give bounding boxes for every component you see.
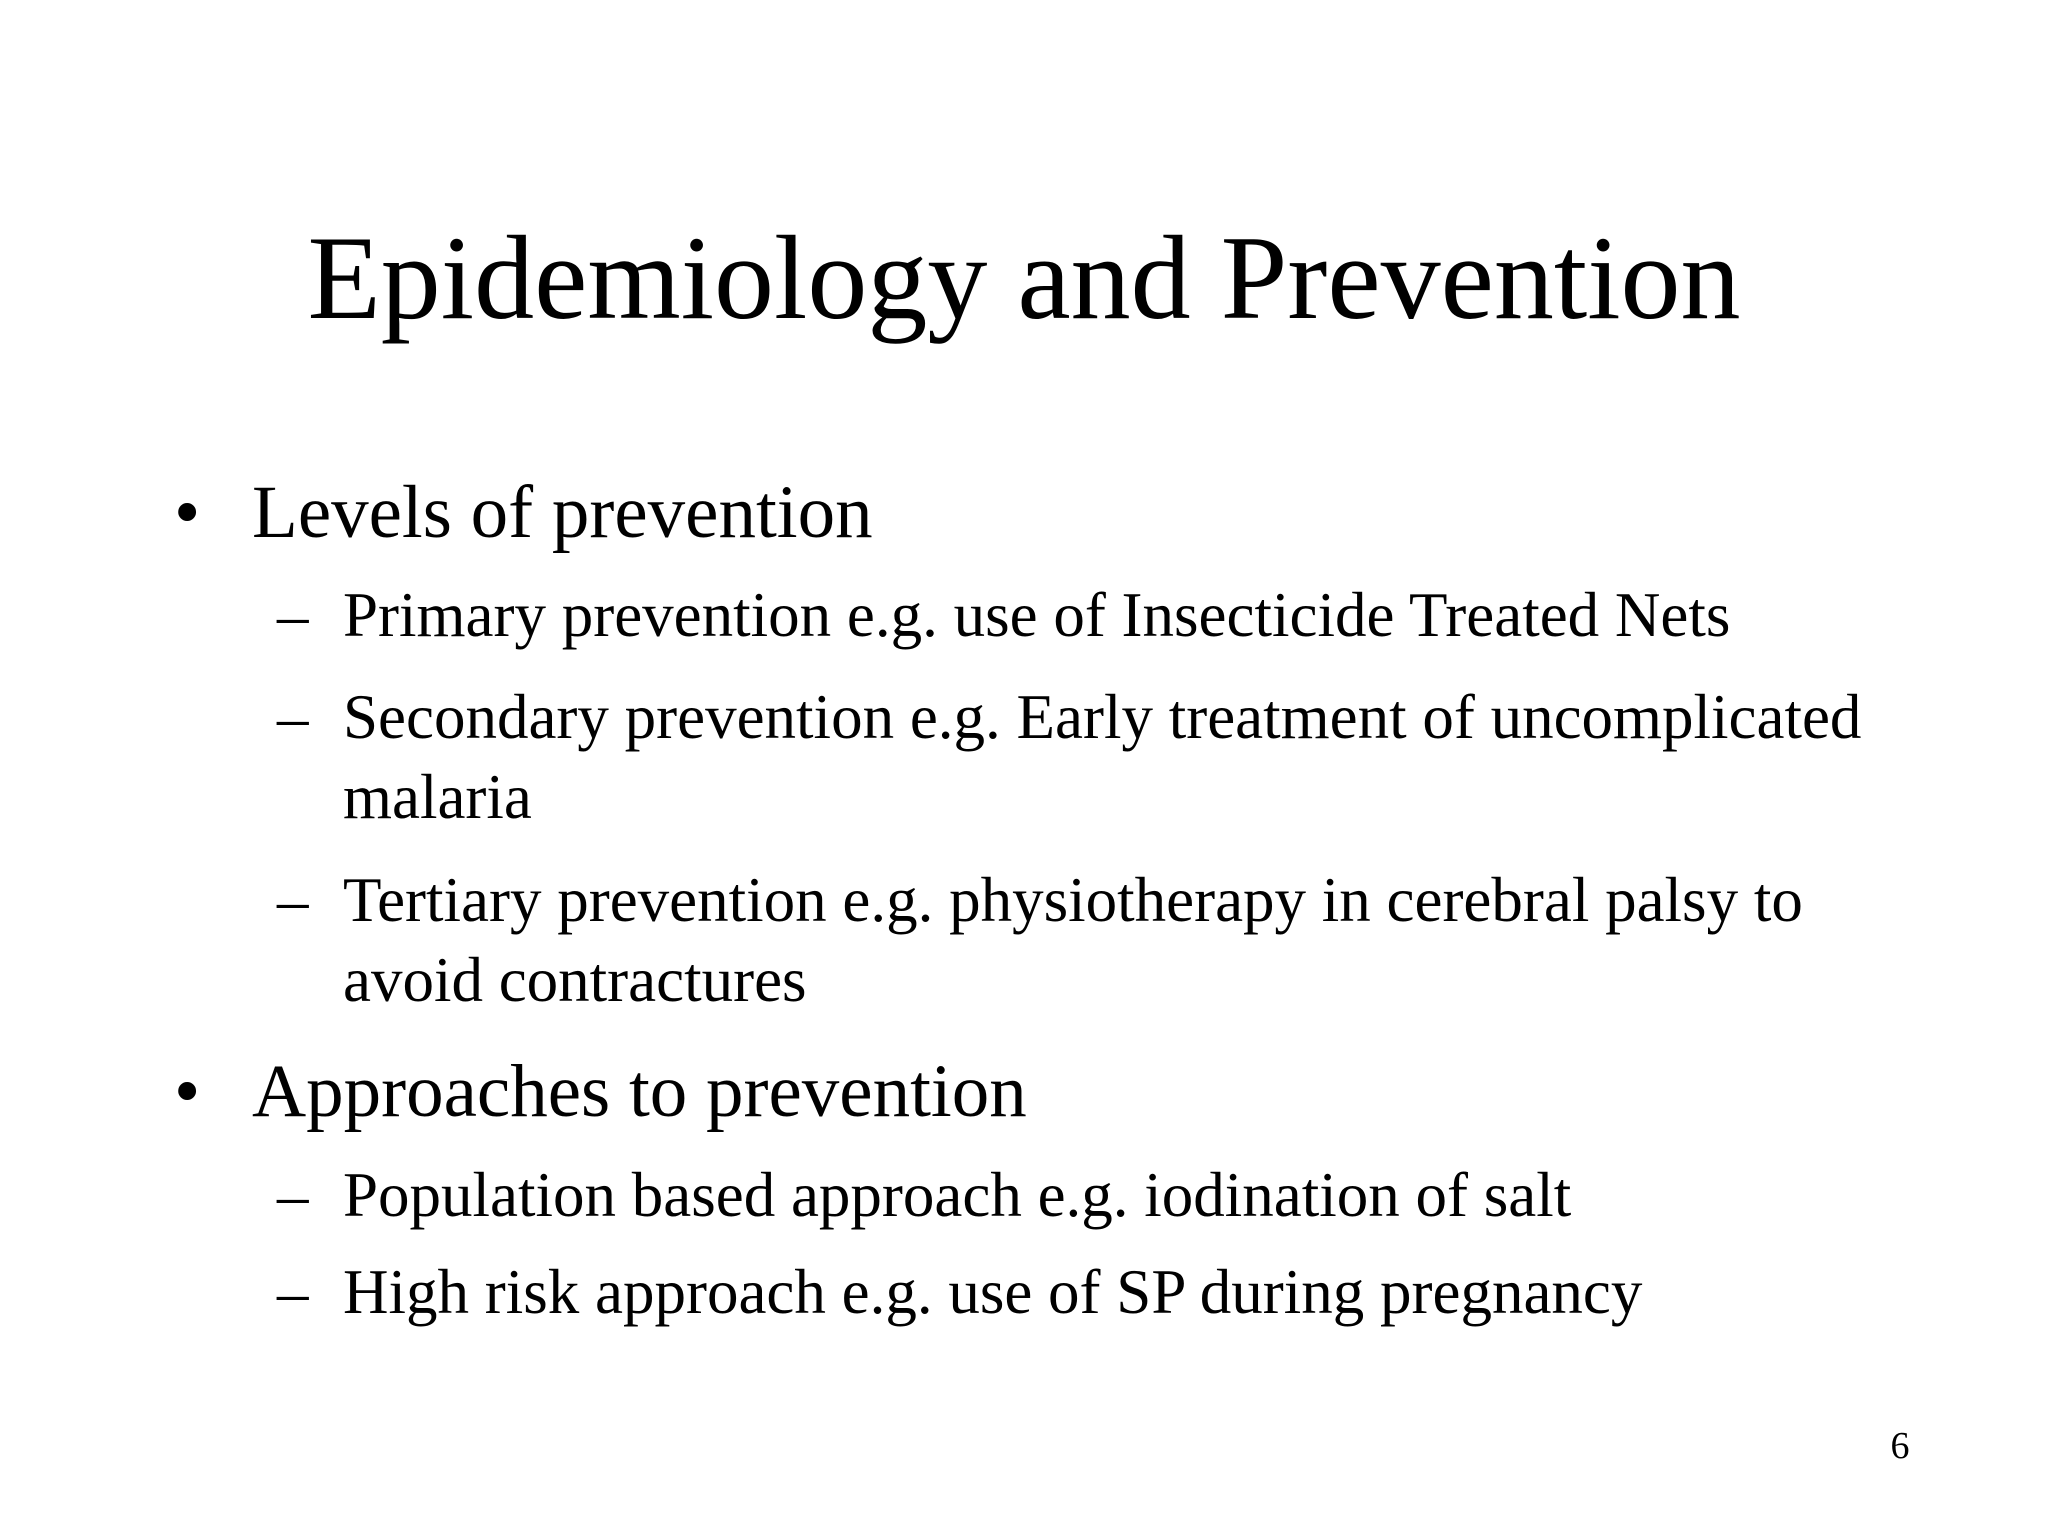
sub-bullet-primary-prevention [277,575,1903,655]
sub-bullet-secondary-prevention [277,677,1903,837]
sub-bullet-tertiary-prevention [277,860,1903,1020]
sub-bullet-marker: – [277,1257,309,1327]
sub-bullet-text: Tertiary prevention e.g. physiotherapy in cerebral palsy to avoid contractures [343,865,1803,1015]
sub-bullet-marker: – [277,682,309,752]
bullet-marker: • [174,471,201,554]
sub-bullet-text: Secondary prevention e.g. Early treatment of uncomplicated malaria [343,682,1862,832]
bullet-levels-of-prevention [174,470,873,556]
page-number: 6 [1890,1425,1910,1467]
bullet-marker: • [174,1050,201,1133]
sub-bullet-marker: – [277,580,309,650]
sub-bullet-text: High risk approach e.g. use of SP during pregnancy [343,1257,1643,1327]
bullet-text: Levels of prevention [252,471,873,554]
bullet-approaches-to-prevention [174,1049,1027,1135]
slide-title: Epidemiology and Prevention [307,211,1741,344]
sub-bullet-marker: – [277,865,309,935]
sub-bullet-text: Primary prevention e.g. use of Insecticide Treated Nets [343,580,1731,650]
sub-bullet-population-approach [277,1155,1903,1235]
sub-bullet-text: Population based approach e.g. iodination of salt [343,1160,1572,1230]
bullet-text: Approaches to prevention [252,1050,1027,1133]
sub-bullet-marker: – [277,1160,309,1230]
sub-bullet-high-risk-approach [277,1252,1903,1332]
